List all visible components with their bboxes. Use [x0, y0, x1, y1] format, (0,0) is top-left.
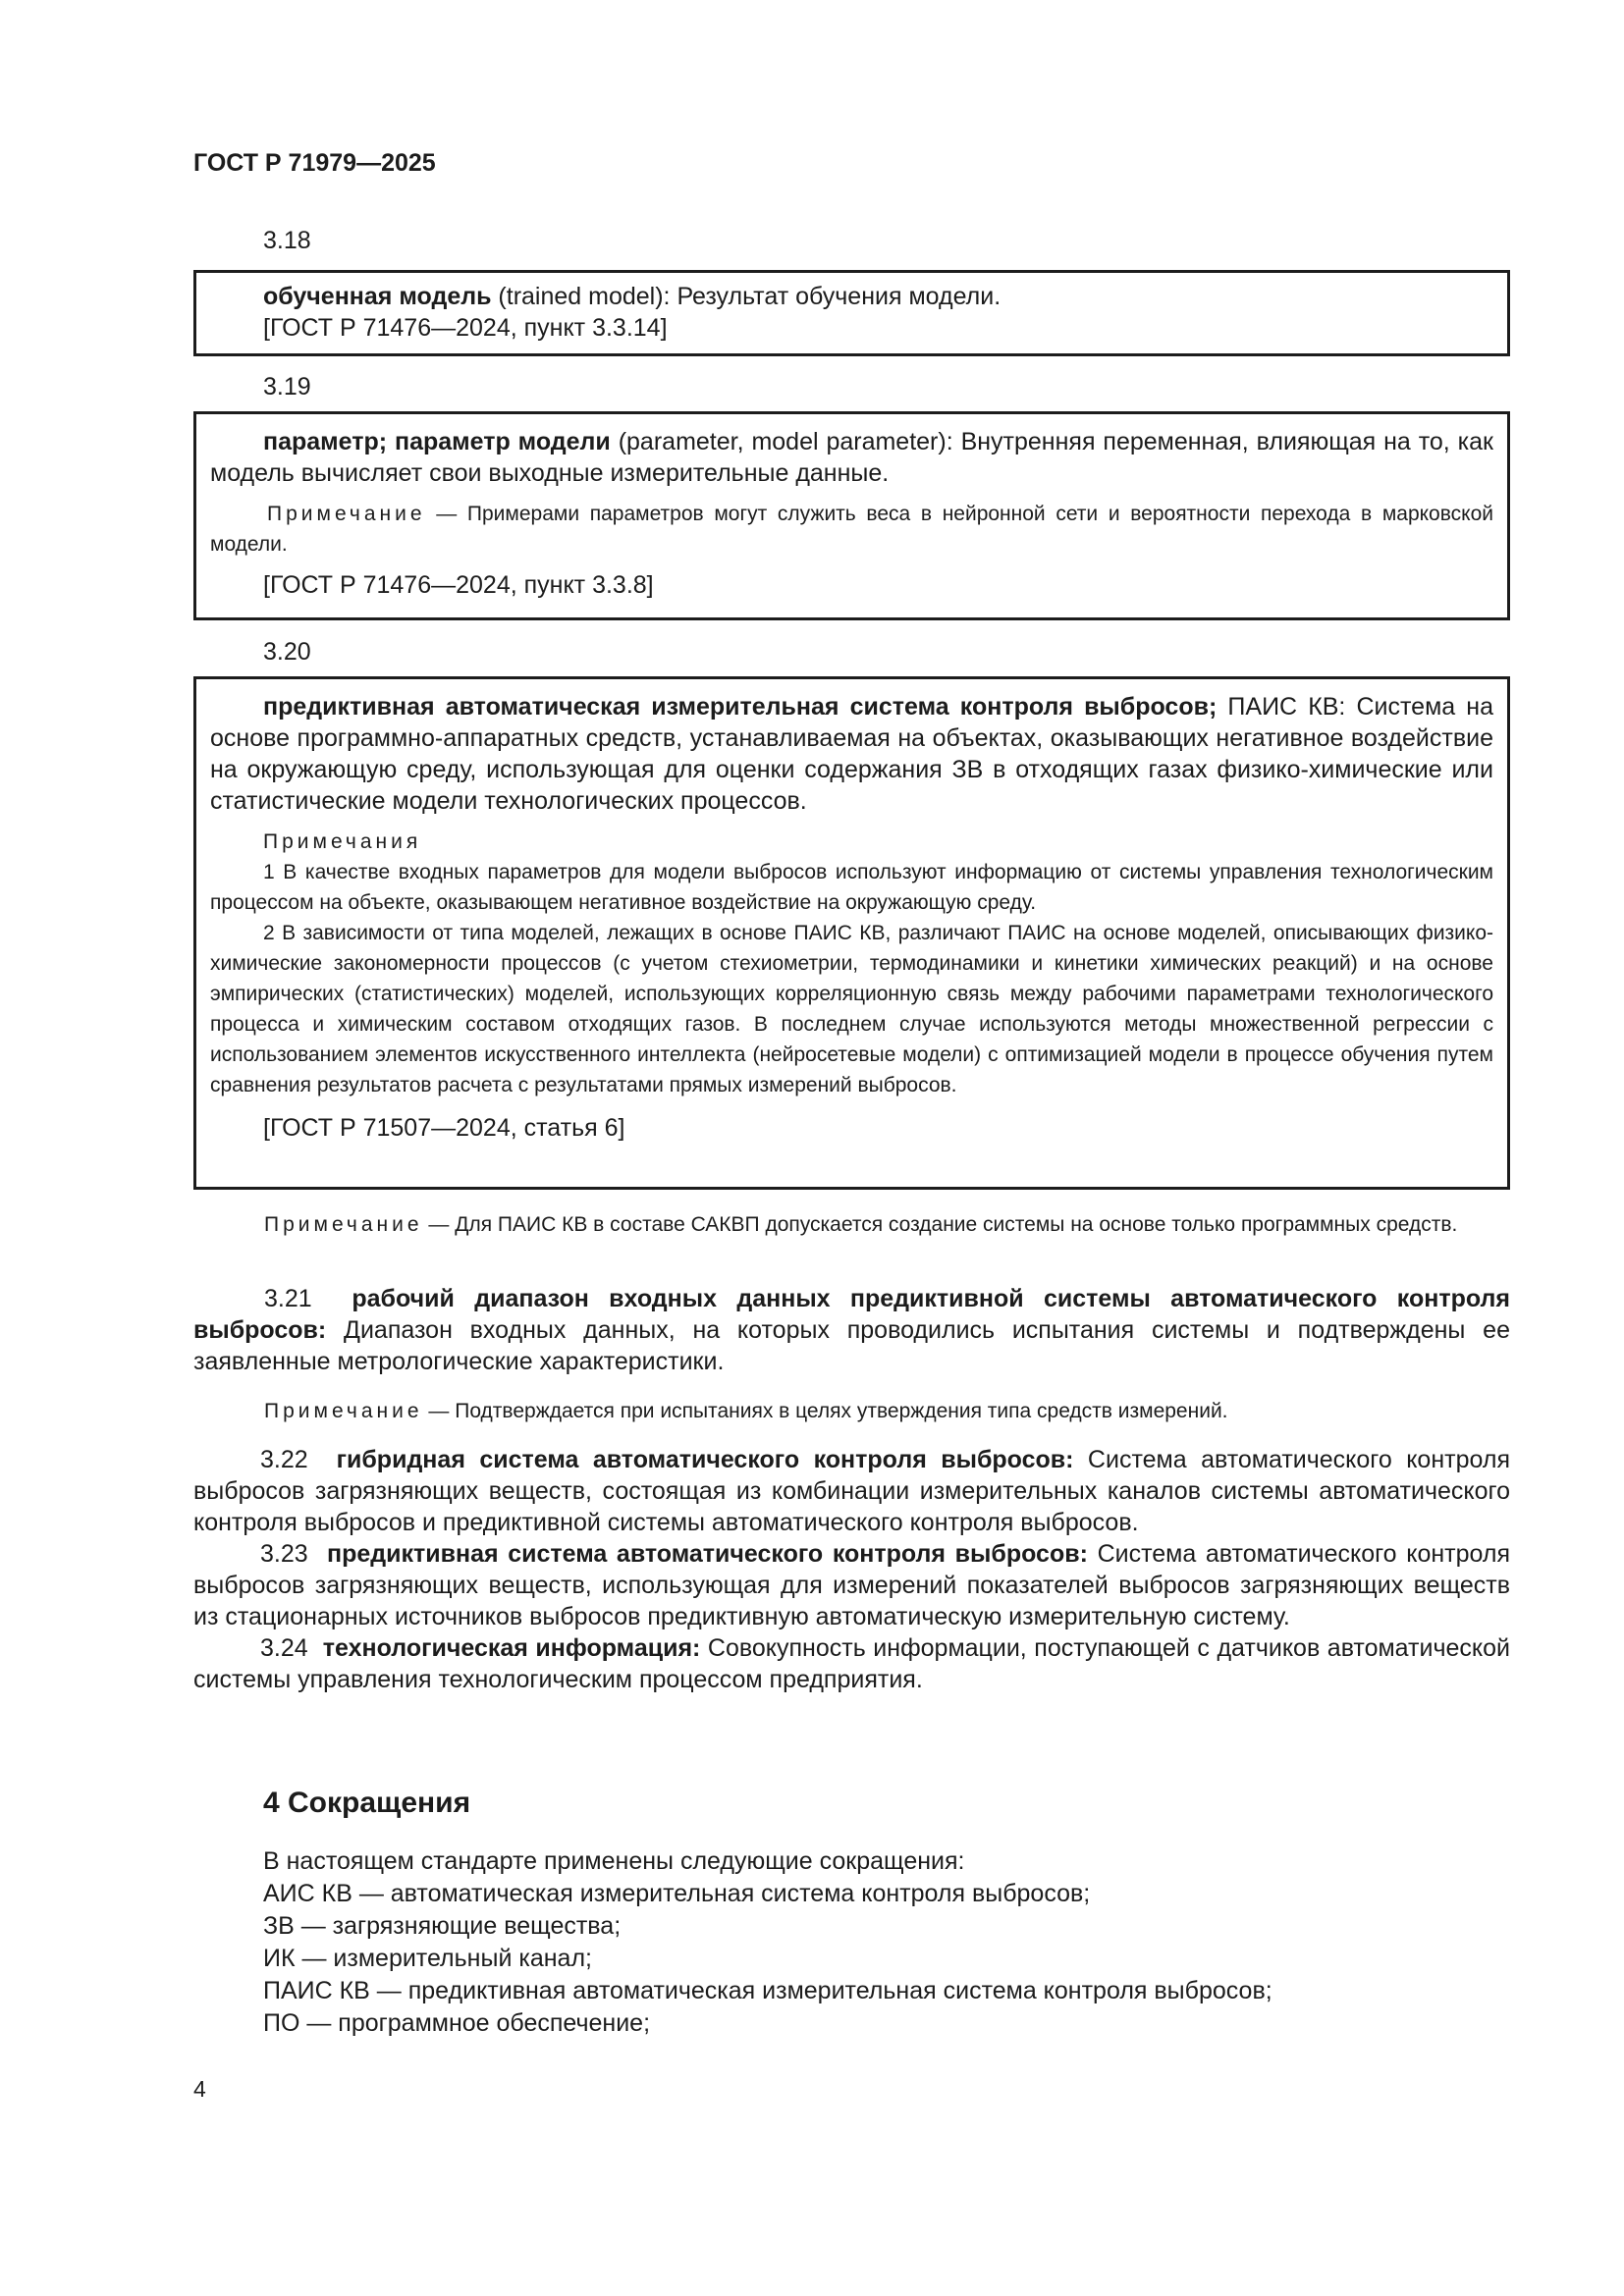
definition-3-22 [193, 1444, 1510, 1538]
definition-3-23 [193, 1538, 1510, 1632]
term-note [193, 1209, 1510, 1240]
note-text: — Для ПАИС КВ в составе САКВП допускается создание системы на основе только программных средств. [422, 1213, 1458, 1236]
term-source: [ГОСТ Р 71507—2024, статья 6] [263, 1114, 625, 1142]
abbreviation-item: ЗВ — загрязняющие вещества; [263, 1912, 622, 1940]
definitions-block [193, 1444, 1510, 1695]
abbreviation-item: ПО — программное обеспечение; [263, 2009, 651, 2037]
term-text: (parameter, model parameter): Внутренняя переменная, влияющая на то, как модель вычисляет свои выходные измерительные данные. [210, 428, 1493, 487]
abbreviation-item: ПАИС КВ — предиктивная автоматическая измерительная система контроля выбросов; [263, 1977, 1272, 2004]
note-item-2: 2 В зависимости от типа моделей, лежащих в основе ПАИС КВ, различают ПАИС на основе моделей, описывающих физико-химические закономерности процессов (с учетом стехиометрии, термодинамики и кинетики химических реакций) и на основе эмпирических (статистических) моделей, использующих корреляционную связь между рабочими параметрами технологического процесса и химическим составом отходящих газов. В последнем случае используются методы множественной регрессии с использованием элементов искусственного интеллекта (нейросетевые модели) с оптимизацией модели в процессе обучения путем сравнения результатов расчета с результатами прямых измерений выбросов. [210, 922, 1493, 1096]
page-number: 4 [193, 2076, 206, 2102]
definition-text: Система автоматического контроля выбросов загрязняющих веществ, использующая для измерений показателей выбросов загрязняющих веществ из стационарных источников выбросов предиктивную автоматическую измерительную систему. [193, 1540, 1510, 1630]
term-definition [263, 281, 1495, 312]
term-box-3-18 [193, 270, 1510, 356]
note-label: Примечание [264, 1400, 423, 1422]
term-number: 3.19 [263, 373, 311, 400]
definition-term: рабочий диапазон входных данных предиктивной системы автоматического контроля выбросов: [193, 1285, 1510, 1344]
term-name: обученная модель [263, 283, 492, 310]
notes-label: Примечания [263, 830, 422, 853]
definition-term: гибридная система автоматического контроля выбросов: [336, 1446, 1074, 1473]
definition-note [193, 1396, 1510, 1426]
term-name: предиктивная автоматическая измерительная система контроля выбросов; [263, 693, 1218, 721]
term-name: параметр; параметр модели [263, 428, 611, 455]
term-definition [210, 691, 1493, 817]
definition-text: Система автоматического контроля выбросов загрязняющих веществ, состоящая из комбинации измерительных каналов системы автоматического контроля выбросов и предиктивной системы автоматического контроля выбросов. [193, 1446, 1510, 1536]
definition-number: 3.24 [260, 1634, 308, 1662]
term-source: [ГОСТ Р 71476—2024, пункт 3.3.8] [263, 571, 654, 599]
term-text: (trained model): Результат обучения модели. [491, 283, 1001, 310]
definition-term: технологическая информация: [322, 1634, 701, 1662]
definition-text: Диапазон входных данных, на которых проводились испытания системы и подтверждены ее заявленные метрологические характеристики. [193, 1316, 1510, 1375]
term-text: ПАИС КВ: Система на основе программно-аппаратных средств, устанавливаемая на объектах, оказывающих негативное воздействие на окружающую среду, использующая для оценки содержания ЗВ в отходящих газах физико-химические или статистические модели технологических процессов. [210, 693, 1493, 815]
note-item-1: 1 В качестве входных параметров для модели выбросов используют информацию от системы управления технологическим процессом на объекте, оказывающем негативное воздействие на окружающую среду. [210, 861, 1493, 914]
term-note [210, 499, 1493, 560]
note-label: Примечание [267, 503, 426, 525]
term-source: [ГОСТ Р 71476—2024, пункт 3.3.14] [263, 314, 668, 342]
definition-text: Совокупность информации, поступающей с датчиков автоматической системы управления технологическим процессом предприятия. [193, 1634, 1510, 1693]
term-definition [210, 426, 1493, 489]
term-number: 3.20 [263, 638, 311, 666]
definition-number: 3.22 [260, 1446, 308, 1473]
term-box-3-19 [193, 411, 1510, 620]
definition-number: 3.23 [260, 1540, 308, 1568]
note-label: Примечание [264, 1213, 423, 1236]
definition-3-24 [193, 1632, 1510, 1695]
term-number: 3.18 [263, 227, 311, 254]
definition-term: предиктивная система автоматического контроля выбросов: [326, 1540, 1088, 1568]
abbreviations-intro: В настоящем стандарте применены следующие сокращения: [263, 1847, 965, 1875]
abbreviations-list [263, 1845, 1510, 2040]
section-heading: 4 Сокращения [263, 1787, 471, 1819]
note-text: — Примерами параметров могут служить веса в нейронной сети и вероятности перехода в марковской модели. [210, 503, 1493, 556]
definition-3-21 [193, 1283, 1510, 1377]
definition-number: 3.21 [264, 1285, 312, 1312]
term-box-3-20 [193, 676, 1510, 1190]
note-text: — Подтверждается при испытаниях в целях утверждения типа средств измерений. [422, 1400, 1228, 1422]
abbreviation-item: АИС КВ — автоматическая измерительная система контроля выбросов; [263, 1880, 1091, 1907]
document-code-header: ГОСТ Р 71979—2025 [193, 149, 436, 177]
abbreviation-item: ИК — измерительный канал; [263, 1945, 592, 1972]
